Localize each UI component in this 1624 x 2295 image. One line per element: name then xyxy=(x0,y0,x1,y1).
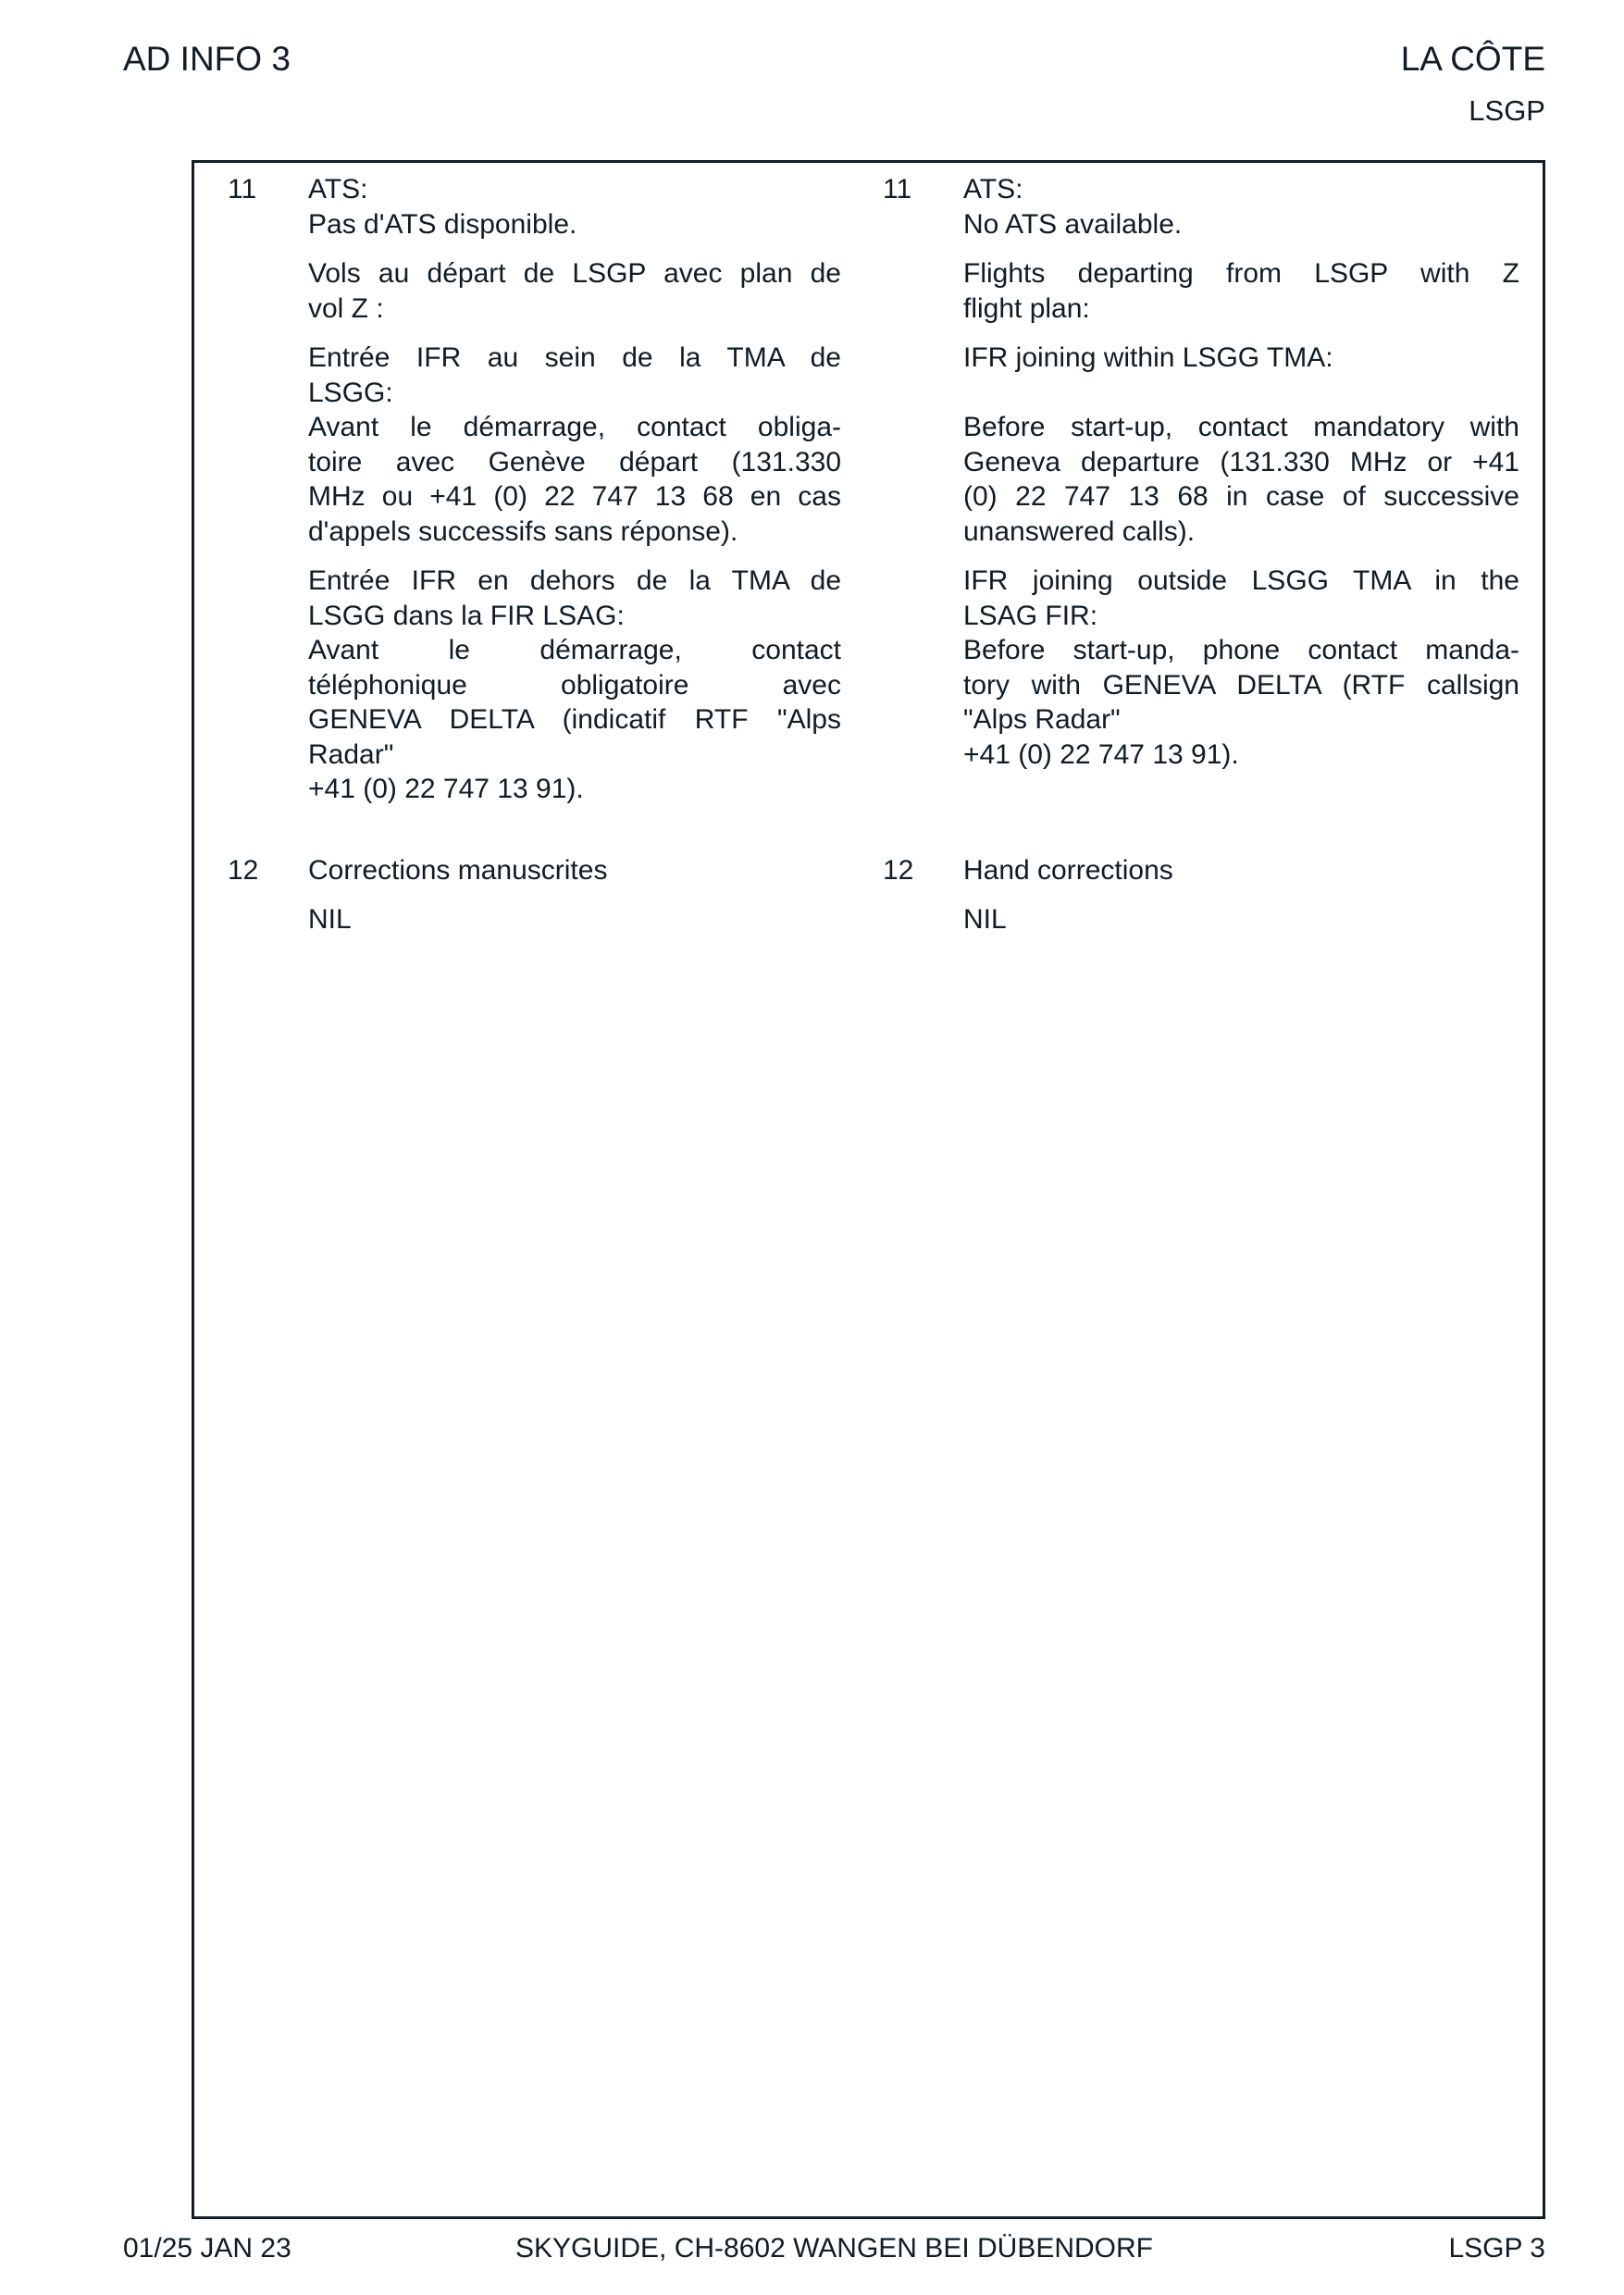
text-line: IFR joining outside LSGG TMA in the xyxy=(963,565,1519,596)
aerodrome-code: LSGP xyxy=(1469,94,1545,127)
text-line: GENEVA DELTA (indicatif RTF "Alps xyxy=(308,704,841,735)
paragraph xyxy=(308,256,841,326)
item-number: 11 xyxy=(228,174,257,205)
text-line: +41 (0) 22 747 13 91). xyxy=(963,738,1239,770)
item-number: 12 xyxy=(883,854,914,886)
item-body xyxy=(963,172,1519,807)
text-line: (0) 22 747 13 68 in case of successive xyxy=(963,481,1519,512)
item-body xyxy=(963,853,1519,937)
item-number: 11 xyxy=(883,174,912,205)
footer-effective-date: 01/25 JAN 23 xyxy=(123,2233,291,2264)
section-title: AD INFO 3 xyxy=(123,40,291,78)
text-line: Before start-up, phone contact manda- xyxy=(963,635,1519,665)
item-12-fr xyxy=(228,853,841,937)
text-line: IFR joining within LSGG TMA: xyxy=(963,342,1333,373)
paragraph xyxy=(963,564,1519,772)
text-line: toire avec Genève départ (131.330 xyxy=(308,446,841,478)
text-line: Corrections manuscrites xyxy=(308,854,608,886)
text-line: téléphonique obligatoire avec xyxy=(308,669,841,701)
text-line: Geneva departure (131.330 MHz or +41 xyxy=(963,446,1519,478)
text-line: Vols au départ de LSGP avec plan de xyxy=(308,258,841,289)
item-number: 12 xyxy=(228,854,259,886)
text-line: vol Z : xyxy=(308,292,384,324)
text-line: Avant le démarrage, contact obliga- xyxy=(308,412,841,442)
paragraph xyxy=(963,256,1519,326)
text-line: Avant le démarrage, contact xyxy=(308,635,841,665)
footer-page-ref: LSGP 3 xyxy=(1448,2233,1545,2264)
text-line: MHz ou +41 (0) 22 747 13 68 en cas xyxy=(308,481,841,512)
paragraph xyxy=(963,853,1519,888)
text-line: NIL xyxy=(963,904,1007,935)
text-line: LSAG FIR: xyxy=(963,600,1098,631)
content-grid xyxy=(194,163,1543,937)
paragraph xyxy=(308,172,841,242)
text-line: Flights departing from LSGP with Z xyxy=(963,258,1519,289)
text-line: Pas d'ATS disponible. xyxy=(308,208,577,240)
item-12-en xyxy=(883,853,1519,937)
text-line: NIL xyxy=(308,904,352,935)
text-line: +41 (0) 22 747 13 91). xyxy=(308,774,584,804)
item-body xyxy=(308,853,841,937)
header-row xyxy=(123,39,1545,80)
text-line: Radar" xyxy=(308,738,394,770)
paragraph xyxy=(963,172,1519,242)
paragraph xyxy=(308,341,841,549)
item-body xyxy=(308,172,841,807)
page-header xyxy=(123,39,1545,128)
text-line: LSGG dans la FIR LSAG: xyxy=(308,600,625,631)
text-line: No ATS available. xyxy=(963,208,1183,240)
paragraph xyxy=(963,341,1519,549)
text-line: Entrée IFR au sein de la TMA de xyxy=(308,342,841,373)
text-line: Before start-up, contact mandatory with xyxy=(963,412,1519,442)
text-line: flight plan: xyxy=(963,292,1090,324)
text-line: LSGG: xyxy=(308,377,393,408)
text-line: Entrée IFR en dehors de la TMA de xyxy=(308,565,841,596)
text-line: tory with GENEVA DELTA (RTF callsign xyxy=(963,669,1519,701)
footer-publisher: SKYGUIDE, CH-8602 WANGEN BEI DÜBENDORF xyxy=(514,2233,1154,2264)
paragraph xyxy=(308,853,841,888)
item-11-fr xyxy=(228,172,841,807)
text-line: "Alps Radar" xyxy=(963,704,1121,735)
text-line: ATS: xyxy=(308,174,368,205)
text-line xyxy=(963,376,1519,411)
text-line: unanswered calls). xyxy=(963,515,1196,547)
aerodrome-name: LA CÔTE xyxy=(1400,40,1545,78)
content-box xyxy=(192,160,1545,2219)
text-line: ATS: xyxy=(963,174,1023,205)
paragraph xyxy=(308,564,841,807)
text-line: d'appels successifs sans réponse). xyxy=(308,515,738,547)
text-line: Hand corrections xyxy=(963,854,1173,886)
item-11-en xyxy=(883,172,1519,807)
paragraph xyxy=(963,902,1519,937)
paragraph xyxy=(308,902,841,937)
